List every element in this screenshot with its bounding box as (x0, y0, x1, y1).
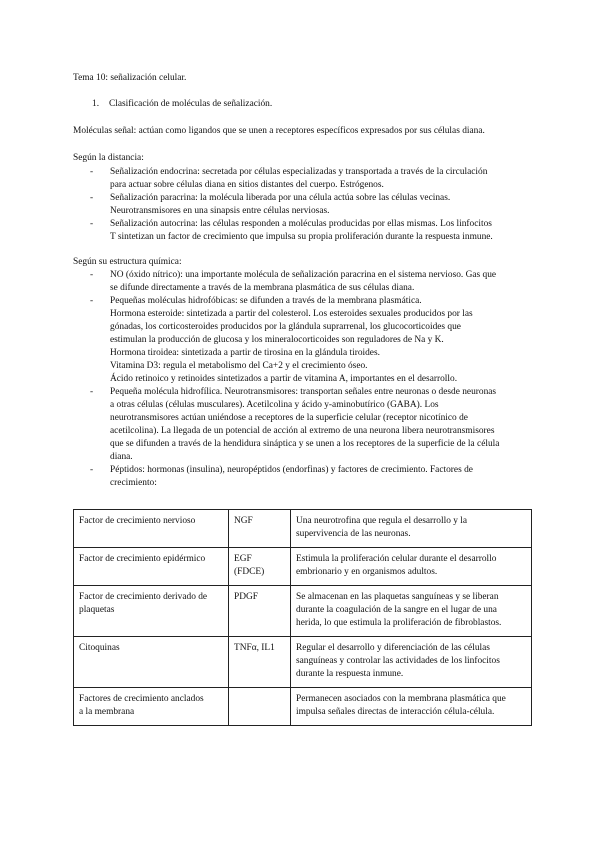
distance-list (73, 166, 533, 244)
chemical-heading: Según su estructura química: (73, 257, 182, 267)
cell-line: Una neurotrofina que regula el desarrollo y la (296, 516, 468, 526)
dash-bullet: - (90, 387, 94, 397)
dash-bullet: - (90, 219, 94, 229)
cell-line: herida, lo que estimula la proliferación de fibroblastos. (296, 618, 502, 628)
list-item (73, 295, 543, 386)
table-row (74, 548, 532, 586)
intro-paragraph: Moléculas señal: actúan como ligandos que se unen a receptores específicos expresados por sus células diana. (73, 126, 485, 136)
list-item (73, 166, 533, 192)
dash-bullet: - (90, 465, 94, 475)
abbreviation-cell (229, 586, 291, 637)
list-item-line: neurotransmisores actúan uniéndose a receptores de la superficie celular (receptor nicotínico de (110, 413, 468, 423)
description-cell (291, 548, 532, 586)
list-item-line: Señalización autocrina: las células responden a moléculas producidas por ellas mismas. Los linfocitos (110, 219, 492, 229)
section-title: Clasificación de moléculas de señalización. (109, 99, 273, 109)
list-item-line: gónadas, los corticosteroides producidos por la glándula suprarrenal, los glucocorticoides que (110, 322, 461, 332)
factor-name-cell (74, 548, 229, 586)
list-item-line: Ácido retinoico y retinoides sintetizados a partir de vitamina A, importantes en el desarrollo. (110, 374, 458, 384)
factor-name-cell (74, 637, 229, 688)
list-item-line: Neurotransmisores en una sinapsis entre células nerviosas. (110, 206, 330, 216)
dash-bullet: - (90, 193, 94, 203)
list-item-line: Señalización endocrina: secretada por células especializadas y transportada a través de la circulación (110, 167, 488, 177)
abbreviation-cell (229, 510, 291, 548)
list-item-line: Péptidos: hormonas (insulina), neuropéptidos (endorfinas) y factores de crecimiento. Factores de (110, 465, 473, 475)
list-item-line: Pequeña molécula hidrofílica. Neurotransmisores: transportan señales entre neuronas o desde neuronas (110, 387, 497, 397)
list-item-line: que se difunden a través de la hendidura sináptica y se unen a los receptores de la superficie de la célula (110, 439, 500, 449)
list-item (73, 192, 533, 218)
dash-bullet: - (90, 296, 94, 306)
table-row (74, 586, 532, 637)
dash-bullet: - (90, 167, 94, 177)
chemical-list (73, 269, 543, 490)
cell-line: Factor de crecimiento derivado de (79, 592, 208, 602)
cell-line: a la membrana (79, 707, 135, 717)
cell-line: Se almacenan en las plaquetas sanguíneas y se liberan (296, 592, 499, 602)
cell-line: embrionario y en organismos adultos. (296, 567, 438, 577)
list-item-line: Pequeñas moléculas hidrofóbicas: se difunden a través de la membrana plasmática. (110, 296, 422, 306)
document-title: Tema 10: señalización celular. (73, 73, 187, 83)
abbreviation-cell (229, 548, 291, 586)
cell-line: Factores de crecimiento anclados (79, 694, 204, 704)
table-row (74, 637, 532, 688)
cell-line: (FDCE) (234, 567, 265, 577)
list-item (73, 386, 543, 464)
table-row (74, 688, 532, 726)
abbreviation-cell (229, 688, 291, 726)
description-cell (291, 586, 532, 637)
cell-line: Estimula la proliferación celular durante el desarrollo (296, 554, 497, 564)
list-item-line: diana. (110, 452, 133, 462)
list-item (73, 218, 533, 244)
cell-line: durante la respuesta inmune. (296, 669, 404, 679)
cell-line: Permanecen asociados con la membrana plasmática que (296, 694, 506, 704)
list-item-line: estimulan la producción de glucosa y los mineralocorticoides son reguladores de Na y K. (110, 335, 444, 345)
abbreviation-cell (229, 637, 291, 688)
cell-line: Regular el desarrollo y diferenciación de las células (296, 643, 490, 653)
description-cell (291, 688, 532, 726)
cell-line: Citoquinas (79, 643, 120, 653)
factor-name-cell (74, 688, 229, 726)
description-cell (291, 510, 532, 548)
distance-heading: Según la distancia: (73, 153, 144, 163)
cell-line: TNFα, IL1 (234, 643, 275, 653)
list-item-line: acetilcolina). La llegada de un potencial de acción al extremo de una neurona libera neurotransmisores (110, 426, 495, 436)
list-item-line: se difunde directamente a través de la membrana plasmática de sus células diana. (110, 283, 415, 293)
list-item-line: T sintetizan un factor de crecimiento que impulsa su propia proliferación durante la respuesta inmune. (110, 232, 493, 242)
cell-line: Factor de crecimiento nervioso (79, 516, 196, 526)
description-cell (291, 637, 532, 688)
dash-bullet: - (90, 270, 94, 280)
list-item-line: Hormona tiroidea: sintetizada a partir de tirosina en la glándula tiroides. (110, 348, 380, 358)
cell-line: PDGF (234, 592, 258, 602)
list-item-line: para actuar sobre células diana en sitios distantes del cuerpo. Estrógenos. (110, 180, 384, 190)
cell-line: supervivencia de las neuronas. (296, 529, 411, 539)
table-row (74, 510, 532, 548)
cell-line: impulsa señales directas de interacción célula-célula. (296, 707, 495, 717)
list-item-line: Vitamina D3: regula el metabolismo del Ca+2 y el crecimiento óseo. (110, 361, 368, 371)
list-item-line: crecimiento: (110, 478, 157, 488)
list-item-line: Hormona esteroide: sintetizada a partir del colesterol. Los esteroides sexuales producidos por las (110, 309, 473, 319)
cell-line: plaquetas (79, 605, 115, 615)
cell-line: NGF (234, 516, 253, 526)
list-item-line: a otras células (células musculares). Acetilcolina y ácido y-aminobutírico (GABA). Los (110, 400, 439, 410)
list-item-line: NO (óxido nítrico): una importante molécula de señalización paracrina en el sistema nervioso. Gas que (110, 270, 497, 280)
factor-name-cell (74, 510, 229, 548)
list-item-line: Señalización paracrina: la molécula liberada por una célula actúa sobre las células vecinas. (110, 193, 451, 203)
section-number: 1. (92, 99, 100, 109)
cell-line: Factor de crecimiento epidérmico (79, 554, 206, 564)
cell-line: sanguíneas y controlar las actividades de los linfocitos (296, 656, 500, 666)
section-heading (92, 98, 272, 111)
cell-line: EGF (234, 554, 252, 564)
list-item (73, 464, 543, 490)
cell-line: durante la coagulación de la sangre en el lugar de una (296, 605, 497, 615)
factor-name-cell (74, 586, 229, 637)
growth-factors-table (73, 509, 532, 726)
list-item (73, 269, 543, 295)
